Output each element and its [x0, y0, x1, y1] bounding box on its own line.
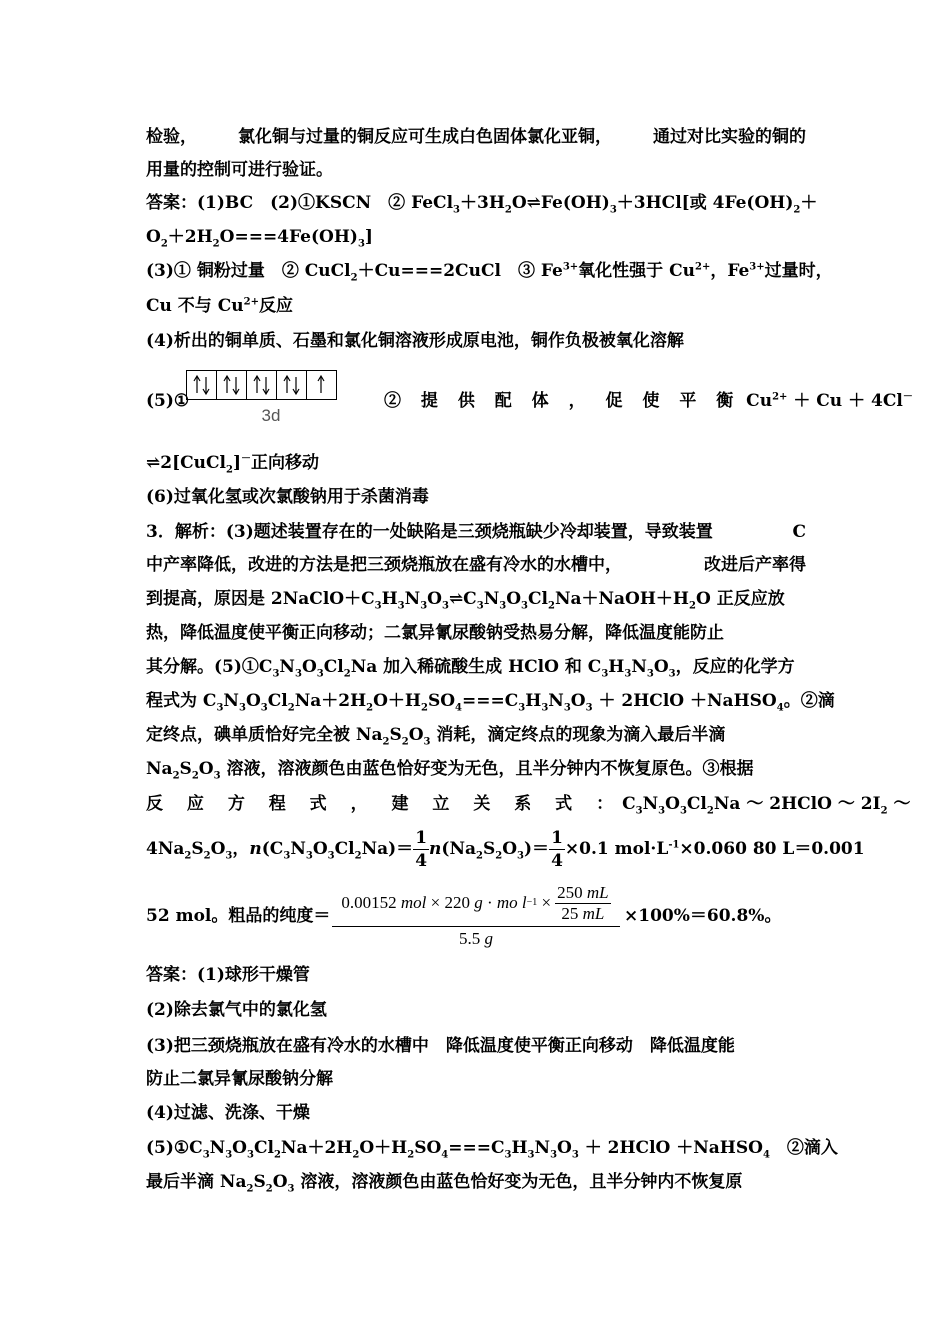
analysis-line-2: 中产率降低，改进的方法是把三颈烧瓶放在盛有冷水的水槽中， 改进后产率得: [146, 555, 806, 575]
answer-line-6: ⇌2[CuCl$_2$]－正向移动: [146, 453, 320, 476]
answer-line-7: (6)过氧化氢或次氯酸钠用于杀菌消毒: [146, 487, 429, 507]
analysis-line-10: $4Na_2S_2O_3$，$n(C_3N_3O_3Cl_2Na)=$ $\frac{1}{4}$ $n(Na_2S_2O_3)=$ $\frac{1}{4}$ ×0.1 $mol\cdot L^{-1}\times 0.060$ 80 L＝0.001: [146, 828, 865, 871]
spin-arrows-icon: [247, 371, 276, 399]
analysis-line-7: 定终点，碘单质恰好完全被 $Na_2S_2O_3$ 消耗，滴定终点的现象为滴入最后半滴: [146, 725, 726, 748]
answer2-line-6: $(5)①C_3N_3O_3Cl_2Na+2H_2O+H_2SO_4===C_3H_3N_3O_3$ ＋ 2HClO ＋NaHSO$_4$ ②滴入: [146, 1138, 838, 1161]
answer2-line-4: 防止二氯异氰尿酸钠分解: [146, 1069, 333, 1089]
analysis-line-6: 程式为 $C_3N_3O_3Cl_2Na+2H_2O+H_2SO_4===C_3H_3N_3O_3$ ＋ 2HClO ＋NaHSO$_4$。②滴: [146, 691, 835, 714]
answer-line-4: Cu 不与 $Cu^{2+}$反应: [146, 296, 293, 316]
answer2-line-1: 答案：(1)球形干燥管: [146, 965, 310, 985]
spin-arrows-icon: [277, 371, 306, 399]
spin-arrows-icon: [187, 371, 216, 399]
analysis-line-9: 反 应 方 程 式 ， 建 立 关 系 式 ： $C_3N_3O_3Cl_2Na$ ～ 2HClO ～ $2I_2$ ～: [146, 794, 911, 817]
purity-denominator: 5.5 g: [459, 929, 493, 948]
text-line-1: 检验， 氯化铜与过量的铜反应可生成白色固体氯化亚铜， 通过对比实验的铜的: [146, 127, 806, 147]
orbital-cell: [217, 371, 247, 399]
analysis-line-4: 热，降低温度使平衡正向移动；二氯异氰尿酸钠受热易分解，降低温度能防止: [146, 623, 724, 643]
analysis-line-11-suffix: ×100%＝60.8%。: [624, 906, 782, 926]
spin-arrows-icon: [307, 371, 336, 399]
fraction-bar: [332, 926, 620, 927]
fraction-one-quarter: $\frac{1}{4}$: [415, 828, 428, 871]
answer-5-prefix: (5)①: [146, 391, 190, 411]
answer-line-2: $O_2+2H_2O===4Fe(OH)_3$]: [146, 227, 373, 250]
orbital-label: 3d: [261, 406, 281, 425]
orbital-cell: [307, 371, 336, 399]
answer-5-text: ② 提 供 配 体 ， 促 使 平 衡 $Cu^{2+} + Cu + 4Cl^-$: [384, 391, 913, 411]
text-line-2: 用量的控制可进行验证。: [146, 160, 333, 180]
orbital-cell: [277, 371, 307, 399]
answer2-line-2: (2)除去氯气中的氯化氢: [146, 1000, 327, 1020]
purity-numerator: 0.00152 mol × 220 g · mo l −1 × $\frac{250 mL}{25 mL}$: [341, 882, 609, 923]
analysis-line-8: $Na_2S_2O_3$ 溶液，溶液颜色由蓝色恰好变为无色，且半分钟内不恢复原色。③根据: [146, 759, 754, 782]
answer2-line-5: (4)过滤、洗涤、干燥: [146, 1103, 310, 1123]
answer-line-5: (4)析出的铜单质、石墨和氯化铜溶液形成原电池，铜作负极被氧化溶解: [146, 331, 684, 351]
answer2-line-7: 最后半滴 $Na_2S_2O_3$ 溶液，溶液颜色由蓝色恰好变为无色，且半分钟内不恢复原: [146, 1172, 743, 1195]
answer2-line-3: (3)把三颈烧瓶放在盛有冷水的水槽中 降低温度使平衡正向移动 降低温度能: [146, 1036, 735, 1056]
answer-line-1: 答案：(1)BC (2)①KSCN ② $FeCl_3+3H_2O\rightleftharpoons Fe(OH)_3+3HCl$[或 $4Fe(OH)_2+$: [146, 193, 818, 216]
analysis-line-5: 其分解。$(5)①C_3N_3O_3Cl_2Na$ 加入稀硫酸生成 HClO 和 $C_3H_3N_3O_3$，反应的化学方: [146, 657, 795, 680]
purity-fraction: [332, 880, 620, 949]
orbital-cell: [187, 371, 217, 399]
fraction-one-quarter-2: $\frac{1}{4}$: [551, 828, 563, 871]
analysis-line-11-prefix: 52 mol。粗品的纯度＝: [146, 906, 331, 926]
analysis-line-1: 3．解析：(3)题述装置存在的一处缺陷是三颈烧瓶缺少冷却装置，导致装置 C: [146, 522, 806, 542]
spin-arrows-icon: [217, 371, 246, 399]
orbital-diagram: [186, 370, 337, 425]
orbital-cell: [247, 371, 277, 399]
analysis-line-3: 到提高，原因是 $2NaClO+C_3H_3N_3O_3\rightleftharpoons C_3N_3O_3Cl_2Na+NaOH+H_2O$ 正反应放: [146, 589, 785, 612]
answer-line-3: (3)① 铜粉过量 ② CuCl$_2$＋Cu===2CuCl ③ $Fe^{3+}$氧化性强于 $Cu^{2+}$，$Fe^{3+}$过量时，: [146, 261, 833, 284]
orbital-boxes: [186, 370, 337, 400]
